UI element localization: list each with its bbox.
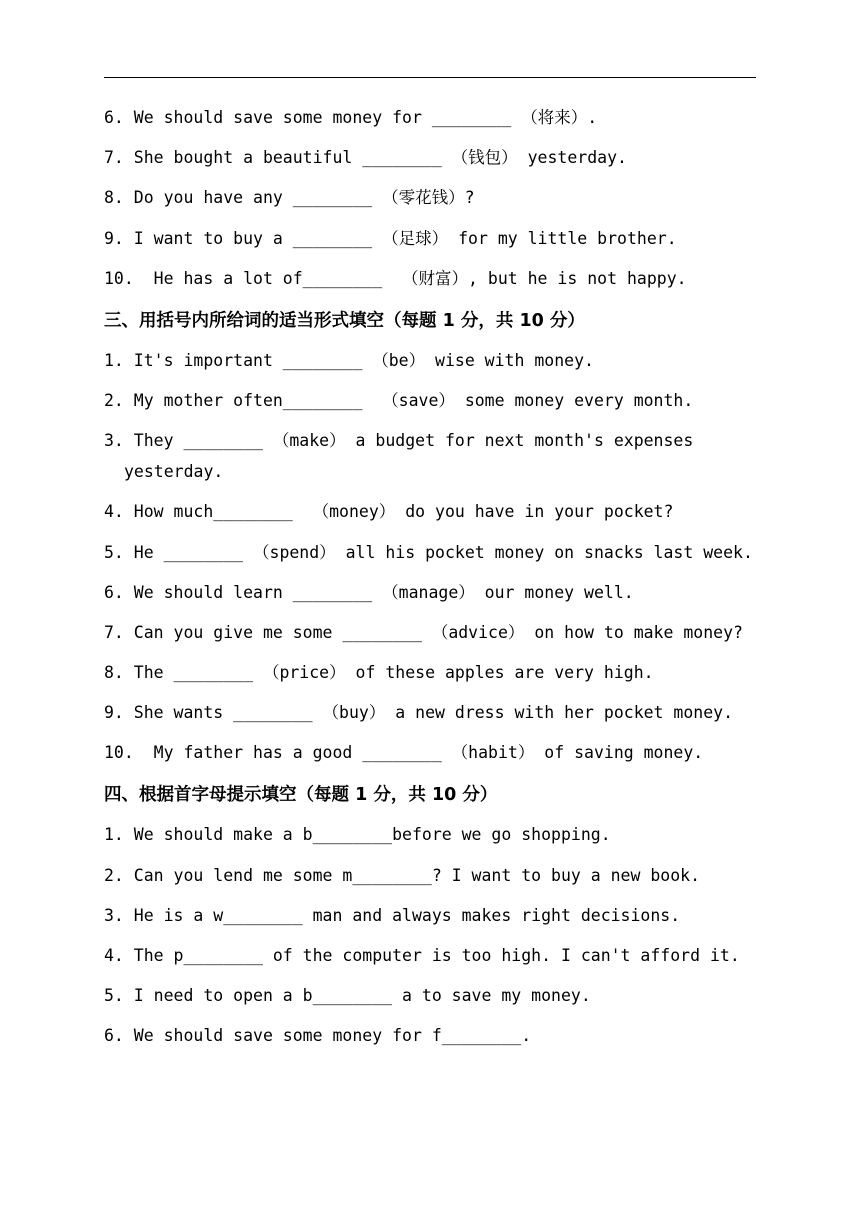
exercise-line: 5. He ________ （spend） all his pocket money on snacks last week. xyxy=(104,542,753,562)
exercise-line-wrapped xyxy=(104,425,754,487)
exercise-line: 6. We should save some money for f________. xyxy=(104,1026,532,1046)
exercise-line: 10. He has a lot of________ （财富）, but he is not happy. xyxy=(104,268,687,288)
section-heading-part3: 三、用括号内所给词的适当形式填空（每题 1 分，共 10 分） xyxy=(104,310,585,331)
exercise-line: 2. My mother often________ （save） some money every month. xyxy=(104,390,694,410)
exercise-line-first: 3. They ________ （make） a budget for next month's expenses xyxy=(104,431,694,451)
exercise-line: 6. We should learn ________ （manage） our money well. xyxy=(104,582,634,602)
exercise-line: 8. Do you have any ________ （零花钱）? xyxy=(104,188,475,208)
exercise-line: 5. I need to open a b________ a to save my money. xyxy=(104,986,591,1006)
exercise-line: 4. How much________ （money） do you have in your pocket? xyxy=(104,502,674,522)
exercise-line: 1. We should make a b________before we go shopping. xyxy=(104,825,611,845)
exercise-line: 8. The ________ （price） of these apples are very high. xyxy=(104,663,654,683)
exercise-line-continuation: yesterday. xyxy=(124,462,224,482)
exercise-line: 9. I want to buy a ________ （足球） for my little brother. xyxy=(104,228,677,248)
exercise-line: 9. She wants ________ （buy） a new dress with her pocket money. xyxy=(104,703,734,723)
exercise-line: 3. He is a w________ man and always makes right decisions. xyxy=(104,905,681,925)
exercise-line: 7. She bought a beautiful ________ （钱包） yesterday. xyxy=(104,148,627,168)
header-rule xyxy=(104,77,756,78)
exercise-line: 7. Can you give me some ________ （advice） on how to make money? xyxy=(104,622,743,642)
section-heading-part4: 四、根据首字母提示填空（每题 1 分，共 10 分） xyxy=(104,785,498,806)
exercise-line: 2. Can you lend me some m________? I want to buy a new book. xyxy=(104,865,701,885)
worksheet-page xyxy=(104,102,754,1061)
exercise-line: 6. We should save some money for ________ （将来）. xyxy=(104,108,598,127)
exercise-line: 1. It's important ________ （be） wise with money. xyxy=(104,350,594,370)
exercise-line: 4. The p________ of the computer is too high. I can't afford it. xyxy=(104,946,740,965)
exercise-line: 10. My father has a good ________ （habit） of saving money. xyxy=(104,743,704,763)
